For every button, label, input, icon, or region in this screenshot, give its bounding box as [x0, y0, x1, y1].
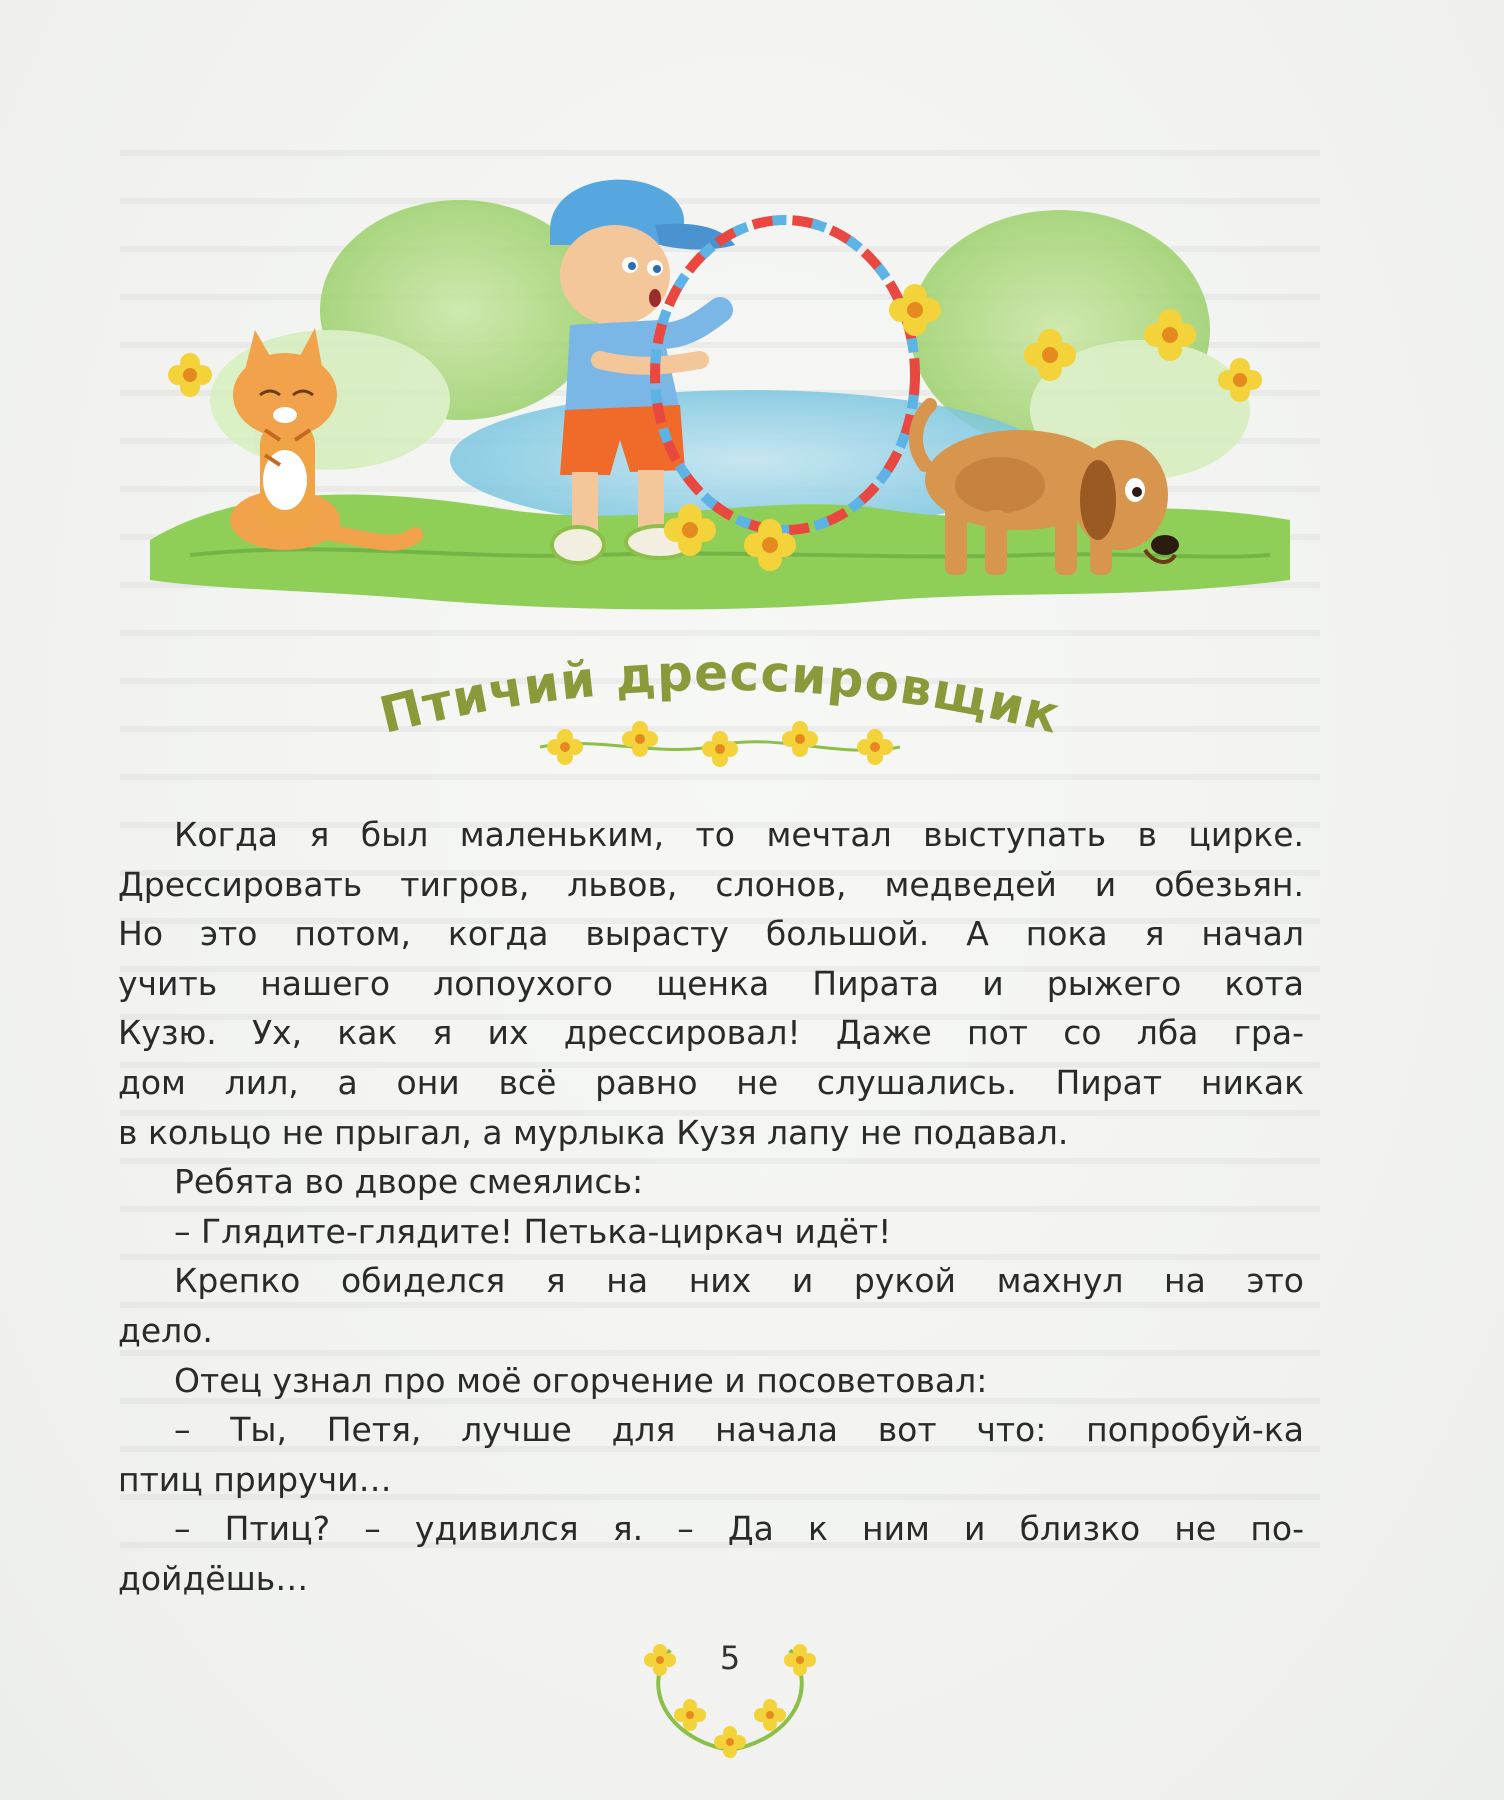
page-footer [630, 1630, 830, 1760]
text-line: Крепко обиделся я на них и рукой махнул на это [174, 1261, 1304, 1301]
text-line: Кузю. Ух, как я их дрессировал! Даже пот со лба гра- [118, 1013, 1304, 1053]
text-line: дело. [118, 1310, 213, 1350]
text-line: птиц приручи… [118, 1459, 392, 1499]
text-line: – Глядите-глядите! Петька-циркач идёт! [174, 1211, 892, 1251]
text-line: Ребята во дворе смеялись: [174, 1162, 644, 1202]
text-line: Дрессировать тигров, львов, слонов, медведей и обезьян. [118, 864, 1304, 904]
text-line: – Птиц? – удивился я. – Да к ним и близко не по- [174, 1509, 1304, 1549]
page-number: 5 [719, 1639, 741, 1677]
text-line: – Ты, Петя, лучше для начала вот что: попробуй-ка [174, 1410, 1304, 1450]
story-text [118, 810, 1304, 1604]
text-line: Но это потом, когда вырасту большой. А пока я начал [118, 914, 1304, 954]
text-line: учить нашего лопоухого щенка Пирата и рыжего кота [118, 963, 1304, 1003]
text-line: Отец узнал про моё огорчение и посоветовал: [174, 1360, 988, 1400]
text-line: дойдёшь… [118, 1558, 309, 1598]
text-line: Когда я был маленьким, то мечтал выступать в цирке. [174, 815, 1304, 854]
title-flower-ornament [540, 715, 900, 775]
text-line: дом лил, а они всё равно не слушались. Пират никак [118, 1062, 1304, 1102]
text-line: в кольцо не прыгал, а мурлыка Кузя лапу не подавал. [118, 1112, 1069, 1152]
chapter-illustration [130, 160, 1310, 630]
chapter-title: Птичий дрессировщик [374, 643, 1066, 745]
